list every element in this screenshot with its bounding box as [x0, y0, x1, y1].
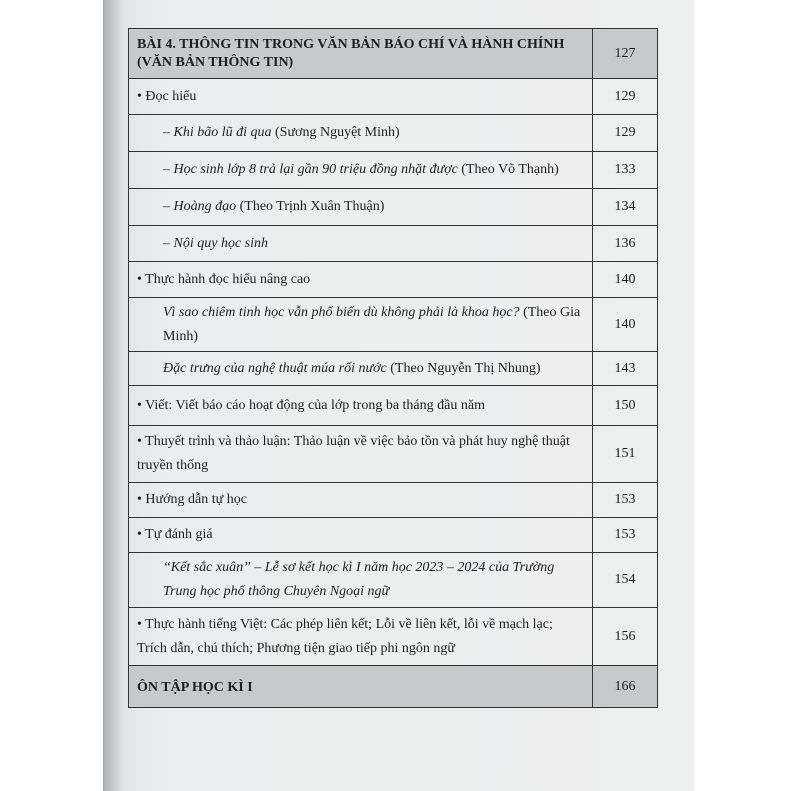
entry-author: (Theo Trịnh Xuân Thuận) — [236, 199, 385, 214]
page-number: 153 — [593, 518, 658, 553]
toc-entry: • Đọc hiểu — [129, 79, 593, 115]
table-of-contents — [128, 28, 658, 708]
toc-row-tu-danh-gia — [129, 518, 658, 553]
page-number: 140 — [593, 298, 658, 352]
toc-row-bai4 — [129, 29, 658, 79]
toc-row-on-tap — [129, 666, 658, 708]
page-number: 150 — [593, 386, 658, 426]
page-number: 134 — [593, 189, 658, 226]
entry-author: (Theo Nguyễn Thị Nhung) — [386, 360, 541, 376]
toc-entry — [129, 152, 593, 189]
toc-row-vi-sao — [129, 298, 658, 352]
toc-row-hoc-sinh-lop8 — [129, 152, 658, 189]
entry-title: Vì sao chiêm tinh học vẫn phổ biến dù không phải là khoa học? — [163, 304, 520, 320]
page-number: 133 — [593, 152, 658, 189]
page-number: 129 — [593, 79, 658, 115]
toc-heading: BÀI 4. THÔNG TIN TRONG VĂN BẢN BÁO CHÍ VÀ HÀNH CHÍNH (VĂN BẢN THÔNG TIN) — [129, 29, 593, 79]
entry-author: (Sương Nguyệt Minh) — [271, 125, 400, 140]
toc-row-ket-sac-xuan — [129, 553, 658, 608]
entry-title: – Học sinh lớp 8 trả lại gần 90 triệu đồng nhặt được — [163, 162, 458, 177]
toc-entry: • Viết: Viết báo cáo hoạt động của lớp trong ba tháng đầu năm — [129, 386, 593, 426]
toc-entry: • Tự đánh giá — [129, 518, 593, 553]
toc-row-noi-quy — [129, 226, 658, 262]
toc-entry — [129, 115, 593, 152]
toc-row-hoang-dao — [129, 189, 658, 226]
toc-entry — [129, 226, 593, 262]
page-number: 156 — [593, 608, 658, 666]
toc-entry: • Thực hành đọc hiểu nâng cao — [129, 262, 593, 298]
toc-row-khi-bao-lu — [129, 115, 658, 152]
page-gutter-shadow — [103, 0, 125, 791]
toc-entry: • Thực hành tiếng Việt: Các phép liên kết; Lỗi về liên kết, lỗi về mạch lạc; Trích dẫn, chú thích; Phương tiện giao tiếp phi ngôn ngữ — [129, 608, 593, 666]
entry-title: – Hoàng đạo — [163, 199, 237, 214]
entry-title: Đặc trưng của nghệ thuật múa rối nước — [163, 360, 387, 376]
page-number: 129 — [593, 115, 658, 152]
page-number: 136 — [593, 226, 658, 262]
entry-title: “Kết sắc xuân” – Lễ sơ kết học kì I năm học 2023 – 2024 của Trường Trung học phổ thông Chuyên Ngoại ngữ — [163, 560, 555, 599]
toc-row-viet — [129, 386, 658, 426]
page-number: 153 — [593, 483, 658, 518]
page-number: 140 — [593, 262, 658, 298]
toc-entry: • Thuyết trình và thảo luận: Thảo luận về việc bảo tồn và phát huy nghệ thuật truyền thống — [129, 426, 593, 483]
toc-heading: ÔN TẬP HỌC KÌ I — [129, 666, 593, 708]
page-number: 166 — [593, 666, 658, 708]
toc-row-huong-dan — [129, 483, 658, 518]
toc-entry — [129, 553, 593, 608]
page-number: 151 — [593, 426, 658, 483]
toc-row-thuc-hanh-tieng-viet — [129, 608, 658, 666]
toc-row-thuc-hanh-doc-hieu — [129, 262, 658, 298]
entry-title: – Khi bão lũ đi qua — [163, 125, 272, 140]
toc-row-doc-hieu — [129, 79, 658, 115]
toc-entry — [129, 298, 593, 352]
toc-entry: • Hướng dẫn tự học — [129, 483, 593, 518]
entry-author: (Theo Võ Thạnh) — [457, 162, 559, 177]
entry-title: – Nội quy học sinh — [163, 235, 268, 251]
toc-row-mua-roi — [129, 352, 658, 386]
entry-author: (Theo Gia Minh) — [163, 304, 581, 344]
toc-row-thuyet-trinh — [129, 426, 658, 483]
toc-entry — [129, 189, 593, 226]
toc-entry — [129, 352, 593, 386]
page-number: 127 — [593, 29, 658, 79]
page-number: 143 — [593, 352, 658, 386]
page-number: 154 — [593, 553, 658, 608]
